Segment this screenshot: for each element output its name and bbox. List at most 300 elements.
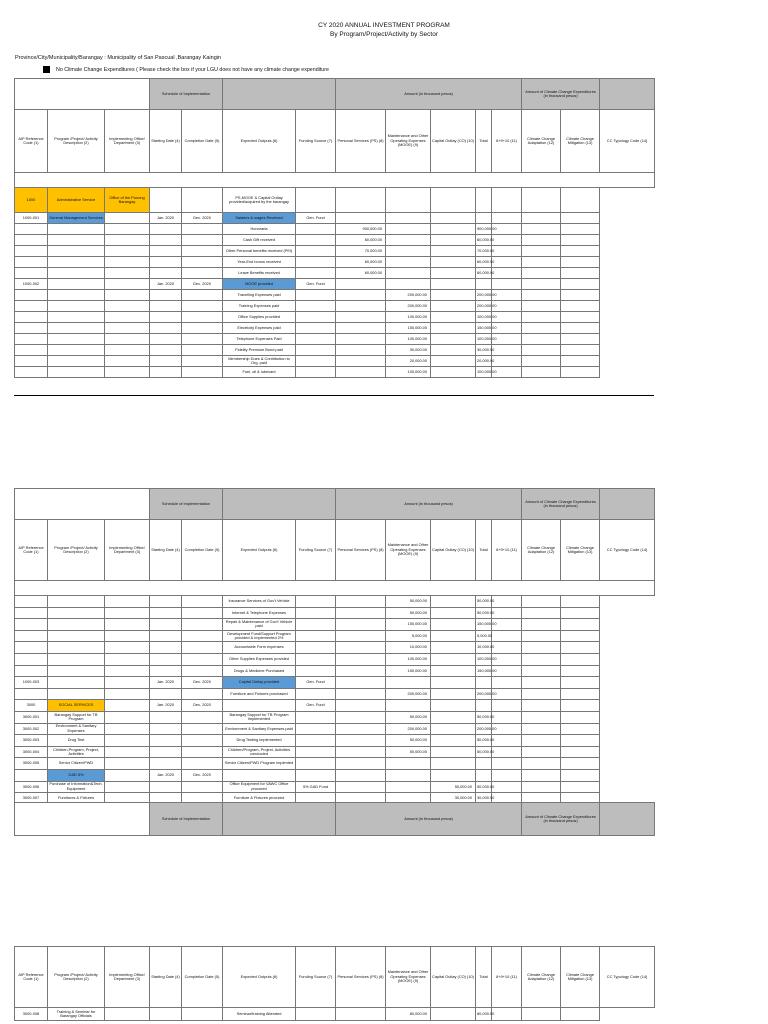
cell-co	[431, 1008, 476, 1021]
cell-end	[182, 781, 223, 793]
cell-mooe: 50,000.00	[386, 596, 431, 608]
cell-fund	[296, 1008, 336, 1021]
cell-end	[182, 619, 223, 631]
cell-office	[105, 1008, 150, 1021]
cell-ps	[336, 781, 386, 793]
header-aip-ref: AIP Reference Code (1)	[15, 520, 48, 581]
cell-total: 150,000.00	[476, 619, 492, 631]
cell-office	[105, 367, 150, 378]
cell-office	[105, 781, 150, 793]
table-row	[15, 700, 655, 712]
cell-typology	[561, 235, 600, 246]
cell-ref	[15, 334, 48, 345]
cell-cca	[492, 235, 522, 246]
cell-ref: 3000-003	[15, 735, 48, 747]
cell-fund	[296, 711, 336, 723]
table-row	[15, 607, 655, 619]
cell-ppa	[48, 257, 105, 268]
table-row	[15, 334, 655, 345]
cell-total: 60,000.00	[476, 268, 492, 279]
cell-total: 100,000.00	[476, 653, 492, 665]
header-cc-amount: Amount of Climate Change Expenditures (in thousand pesos)	[522, 79, 600, 110]
cell-ppa: General Management Services	[48, 213, 105, 224]
cell-co	[431, 769, 476, 781]
cell-start	[150, 345, 182, 356]
cell-ps	[336, 1008, 386, 1021]
cell-office	[105, 688, 150, 700]
cell-ccm	[522, 653, 561, 665]
cell-end	[182, 665, 223, 677]
cell-ccm	[522, 630, 561, 642]
header-blank	[223, 803, 336, 836]
cell-end	[182, 345, 223, 356]
cell-office	[105, 246, 150, 257]
cell-cca	[492, 642, 522, 654]
cell-ppa	[48, 301, 105, 312]
cell-fund	[296, 607, 336, 619]
cell-start: Jan. 2020	[150, 700, 182, 712]
cell-ps	[336, 279, 386, 290]
document-title: CY 2020 ANNUAL INVESTMENT PROGRAM	[318, 22, 450, 29]
cell-start	[150, 188, 182, 213]
cell-total: 200,000.00	[476, 301, 492, 312]
header-typology: CC Typology Code (14)	[600, 947, 655, 1008]
cell-cca	[492, 1008, 522, 1021]
province-line: Province/City/Municipality/Barangay : Municipality of San Pascual ,Barangay Kaingin	[15, 55, 222, 61]
cell-ccm	[522, 677, 561, 689]
cell-end	[182, 735, 223, 747]
cell-co	[431, 345, 476, 356]
cell-mooe	[386, 257, 431, 268]
cell-typology	[561, 290, 600, 301]
cell-ccm	[522, 246, 561, 257]
cell-typology	[561, 653, 600, 665]
cell-total: 10,000.00	[476, 642, 492, 654]
header-cca: Climate Change Adaptation (12)	[522, 520, 561, 581]
cell-total: 30,000.00	[476, 793, 492, 805]
cell-mooe: 100,000.00	[386, 367, 431, 378]
cell-co	[431, 246, 476, 257]
cell-fund	[296, 312, 336, 323]
header-ps: Personal Services (PS) (8)	[336, 520, 386, 581]
header-schedule: Schedule of Implementation	[150, 79, 223, 110]
cell-ccm	[522, 279, 561, 290]
cell-typology	[561, 224, 600, 235]
cell-total	[476, 279, 492, 290]
cell-ccm	[522, 213, 561, 224]
cell-ps	[336, 213, 386, 224]
cell-out: Children/Program, Project, Activities conducted	[223, 746, 296, 758]
header-start: Starting Date (4)	[150, 947, 182, 1008]
header-total: Total	[476, 520, 492, 581]
cell-co	[431, 700, 476, 712]
header-start: Starting Date (4)	[150, 110, 182, 173]
cell-ps	[336, 356, 386, 367]
cell-start	[150, 224, 182, 235]
cell-mooe: 20,000.00	[386, 356, 431, 367]
cell-start	[150, 642, 182, 654]
header-blank	[600, 79, 655, 110]
cell-ppa: Children,Program, Project, Activities	[48, 746, 105, 758]
cell-ps: 60,000.00	[336, 235, 386, 246]
cell-out: Drug Testing implemented	[223, 735, 296, 747]
cell-fund: Gen. Fund	[296, 213, 336, 224]
checkbox-icon[interactable]	[43, 66, 50, 73]
no-cc-checkbox-row[interactable]	[43, 66, 329, 73]
cell-total: 30,000.00	[476, 345, 492, 356]
cell-ref	[15, 367, 48, 378]
cell-mooe: 50,000.00	[386, 607, 431, 619]
cell-ps	[336, 290, 386, 301]
aip-table-page-2	[14, 488, 655, 805]
cell-typology	[561, 334, 600, 345]
cell-office	[105, 257, 150, 268]
cell-office	[105, 279, 150, 290]
cell-ppa: Training & Seminar for Barangay Officials	[48, 1008, 105, 1021]
cell-typology	[561, 213, 600, 224]
cell-end	[182, 323, 223, 334]
cell-out: Travelling Expenses paid	[223, 290, 296, 301]
cell-total	[476, 213, 492, 224]
cell-total	[476, 188, 492, 213]
cell-ref	[15, 665, 48, 677]
header-ps: Personal Services (PS) (8)	[336, 947, 386, 1008]
cell-ref	[15, 312, 48, 323]
cell-end	[182, 367, 223, 378]
cell-fund	[296, 188, 336, 213]
cell-end	[182, 688, 223, 700]
cell-fund	[296, 345, 336, 356]
header-cc-amount: Amount of Climate Change Expenditures (in thousand pesos)	[522, 803, 600, 836]
cell-ps	[336, 345, 386, 356]
cell-ccm	[522, 312, 561, 323]
cell-ref	[15, 235, 48, 246]
cell-co	[431, 630, 476, 642]
cell-ppa: Environment & Sanitary Expenses	[48, 723, 105, 735]
cell-ccm	[522, 781, 561, 793]
cell-out: Insurance Services of Gov't Vehicle	[223, 596, 296, 608]
cell-end	[182, 607, 223, 619]
header-outputs: Expected Outputs (6)	[223, 520, 296, 581]
cell-ps	[336, 642, 386, 654]
cell-out: Senior Citizen/PWD Program implented	[223, 758, 296, 770]
cell-ref	[15, 642, 48, 654]
cell-ref: 3000-004	[15, 746, 48, 758]
aip-table-page-3	[14, 802, 655, 1021]
cell-ps	[336, 769, 386, 781]
table-row	[15, 677, 655, 689]
cell-ccm	[522, 688, 561, 700]
cell-total: 50,000.00	[476, 746, 492, 758]
cell-fund	[296, 301, 336, 312]
cell-total: 50,000.00	[476, 735, 492, 747]
cell-co	[431, 367, 476, 378]
cell-ccm	[522, 367, 561, 378]
header-blank	[223, 79, 336, 110]
header-total-formula: 8+9+10 (11)	[492, 110, 522, 173]
cell-ppa: SOCIAL SERVICES	[48, 700, 105, 712]
cell-ppa	[48, 224, 105, 235]
cell-office	[105, 758, 150, 770]
cell-out: Other Personal benefits received (PEI)	[223, 246, 296, 257]
cell-ref: 1000-003	[15, 677, 48, 689]
cell-out: Drugs & Medicine Purchased	[223, 665, 296, 677]
cell-total: 900,000.00	[476, 224, 492, 235]
cell-start	[150, 653, 182, 665]
cell-co	[431, 312, 476, 323]
cell-out	[223, 769, 296, 781]
table-row	[15, 619, 655, 631]
cell-ps: 60,000.00	[336, 268, 386, 279]
cell-typology	[561, 677, 600, 689]
header-mooe: Maintenance and Other Operating Expenses (MOOE) (9)	[386, 520, 431, 581]
cell-mooe: 150,000.00	[386, 619, 431, 631]
cell-out: Furniture & Fixtures procured	[223, 793, 296, 805]
cell-fund	[296, 290, 336, 301]
cell-total: 5,000.00	[476, 630, 492, 642]
cell-ref: 3000	[15, 700, 48, 712]
cell-ccm	[522, 723, 561, 735]
cell-total: 60,000.00	[476, 235, 492, 246]
cell-co	[431, 188, 476, 213]
cell-start	[150, 334, 182, 345]
cell-out: Barangay Support for TB Program Implemented	[223, 711, 296, 723]
cell-typology	[561, 688, 600, 700]
cell-out: Development Fund/Support Program provided & implemented 2%	[223, 630, 296, 642]
cell-ppa	[48, 312, 105, 323]
cell-out: Environment & Sanitary Expenses paid	[223, 723, 296, 735]
cell-ppa: Administrative Service	[48, 188, 105, 213]
cell-office: Office of the Punong Barangay	[105, 188, 150, 213]
cell-co	[431, 257, 476, 268]
table-row	[15, 224, 655, 235]
cell-office	[105, 677, 150, 689]
cell-typology	[561, 746, 600, 758]
cell-end	[182, 630, 223, 642]
cell-cca	[492, 268, 522, 279]
cell-typology	[561, 345, 600, 356]
cell-end: Dec. 2020	[182, 213, 223, 224]
cell-end	[182, 1008, 223, 1021]
cell-end	[182, 723, 223, 735]
cell-typology	[561, 758, 600, 770]
header-typology: CC Typology Code (14)	[600, 520, 655, 581]
table-row	[15, 345, 655, 356]
cell-office	[105, 711, 150, 723]
table-row	[15, 356, 655, 367]
spacer-row	[15, 173, 655, 188]
table-row	[15, 781, 655, 793]
cell-co	[431, 334, 476, 345]
cell-end	[182, 235, 223, 246]
cell-ref	[15, 224, 48, 235]
cell-end	[182, 224, 223, 235]
cell-ref	[15, 246, 48, 257]
cell-out: Honoraria	[223, 224, 296, 235]
table-row	[15, 213, 655, 224]
cell-ref: 3000-001	[15, 711, 48, 723]
cell-fund	[296, 596, 336, 608]
table-header	[15, 79, 655, 173]
cell-typology	[561, 246, 600, 257]
cell-start	[150, 257, 182, 268]
cell-end	[182, 758, 223, 770]
cell-ppa	[48, 367, 105, 378]
cell-total: 70,000.00	[476, 246, 492, 257]
cell-mooe	[386, 781, 431, 793]
cell-ref: 3000-008	[15, 1008, 48, 1021]
cell-cca	[492, 213, 522, 224]
cell-end	[182, 746, 223, 758]
cell-co	[431, 279, 476, 290]
header-outputs: Expected Outputs (6)	[223, 947, 296, 1008]
header-completion: Completion Date (5)	[182, 110, 223, 173]
table-row	[15, 665, 655, 677]
header-aip-ref: AIP Reference Code (1)	[15, 947, 48, 1008]
cell-co: 30,000.00	[431, 793, 476, 805]
cell-mooe: 200,000.00	[386, 688, 431, 700]
cell-ps	[336, 596, 386, 608]
cell-ccm	[522, 224, 561, 235]
cell-end: Dec. 2020	[182, 700, 223, 712]
cell-co	[431, 290, 476, 301]
cell-total: 100,000.00	[476, 367, 492, 378]
cell-ref: 3000-007	[15, 793, 48, 805]
cell-cca	[492, 746, 522, 758]
cell-ref	[15, 323, 48, 334]
table-row	[15, 735, 655, 747]
header-outputs: Expected Outputs (6)	[223, 110, 296, 173]
cell-ps	[336, 723, 386, 735]
cell-ppa	[48, 665, 105, 677]
table-row	[15, 630, 655, 642]
cell-start	[150, 711, 182, 723]
header-ppa: Program /Project/ Activity Description (2)	[48, 947, 105, 1008]
table-header	[15, 489, 655, 581]
cell-typology	[561, 188, 600, 213]
cell-ref	[15, 268, 48, 279]
table-row	[15, 257, 655, 268]
cell-ccm	[522, 596, 561, 608]
cell-co	[431, 711, 476, 723]
header-blank	[600, 489, 655, 520]
header-co: Capital Outlay (CO) (10)	[431, 110, 476, 173]
cell-office	[105, 653, 150, 665]
cell-ps	[336, 746, 386, 758]
cell-out: Leave Benefits received	[223, 268, 296, 279]
cell-office	[105, 630, 150, 642]
cell-ref	[15, 630, 48, 642]
cell-start: Jan. 2020	[150, 677, 182, 689]
header-blank	[15, 79, 150, 110]
cell-ccm	[522, 188, 561, 213]
header-blank	[15, 489, 150, 520]
cell-office	[105, 213, 150, 224]
cell-mooe	[386, 758, 431, 770]
cell-ppa	[48, 323, 105, 334]
cell-cca	[492, 677, 522, 689]
cell-ppa	[48, 619, 105, 631]
cell-total: 150,000.00	[476, 665, 492, 677]
cell-co	[431, 323, 476, 334]
cell-fund: 5% GAD Fund	[296, 781, 336, 793]
header-ps: Personal Services (PS) (8)	[336, 110, 386, 173]
cell-mooe: 80,000.00	[386, 1008, 431, 1021]
cell-start	[150, 758, 182, 770]
cell-typology	[561, 700, 600, 712]
header-ccm: Climate Change Mitigation (13)	[561, 520, 600, 581]
cell-ccm	[522, 711, 561, 723]
cell-ppa: Drug Test	[48, 735, 105, 747]
cell-mooe	[386, 279, 431, 290]
cell-out: Other Supplies Expenses provided	[223, 653, 296, 665]
cell-co	[431, 746, 476, 758]
cell-typology	[561, 665, 600, 677]
cell-co	[431, 665, 476, 677]
table-row	[15, 279, 655, 290]
cell-ppa	[48, 688, 105, 700]
cell-mooe	[386, 769, 431, 781]
cell-mooe	[386, 213, 431, 224]
cell-ref	[15, 688, 48, 700]
table-row	[15, 769, 655, 781]
cell-ccm	[522, 334, 561, 345]
cell-out: Furniture and Fixtures purchased	[223, 688, 296, 700]
cell-out: Accountable Form expenses	[223, 642, 296, 654]
cell-office	[105, 642, 150, 654]
header-ppa: Program /Project/ Activity Description (2)	[48, 520, 105, 581]
cell-ps: 900,000.00	[336, 224, 386, 235]
cell-co	[431, 688, 476, 700]
table-row	[15, 268, 655, 279]
cell-total: 50,000.00	[476, 781, 492, 793]
cell-mooe	[386, 246, 431, 257]
cell-ppa	[48, 677, 105, 689]
cell-office	[105, 607, 150, 619]
cell-typology	[561, 769, 600, 781]
cell-ccm	[522, 746, 561, 758]
header-schedule: Schedule of Implementation	[150, 803, 223, 836]
cell-start	[150, 723, 182, 735]
cell-ppa	[48, 334, 105, 345]
cell-total: 150,000.00	[476, 323, 492, 334]
table-row	[15, 290, 655, 301]
cell-office	[105, 723, 150, 735]
cell-start	[150, 1008, 182, 1021]
cell-end	[182, 711, 223, 723]
header-amount: Amount (in thousand pesos)	[336, 79, 522, 110]
cell-typology	[561, 723, 600, 735]
cell-ppa	[48, 356, 105, 367]
cell-office	[105, 301, 150, 312]
cell-out: Capital Outlay provided	[223, 677, 296, 689]
cell-out: MOOE provided	[223, 279, 296, 290]
cell-office	[105, 312, 150, 323]
cell-cca	[492, 700, 522, 712]
cell-end	[182, 653, 223, 665]
cell-end	[182, 596, 223, 608]
cell-mooe: 30,000.00	[386, 345, 431, 356]
cell-mooe: 10,000.00	[386, 642, 431, 654]
cell-ppa	[48, 268, 105, 279]
header-ccm: Climate Change Mitigation (13)	[561, 110, 600, 173]
cell-mooe: 50,000.00	[386, 746, 431, 758]
cell-start	[150, 688, 182, 700]
cell-start	[150, 781, 182, 793]
cell-ppa: Barangay Support for TB Program	[48, 711, 105, 723]
header-cca: Climate Change Adaptation (12)	[522, 110, 561, 173]
cell-cca	[492, 188, 522, 213]
